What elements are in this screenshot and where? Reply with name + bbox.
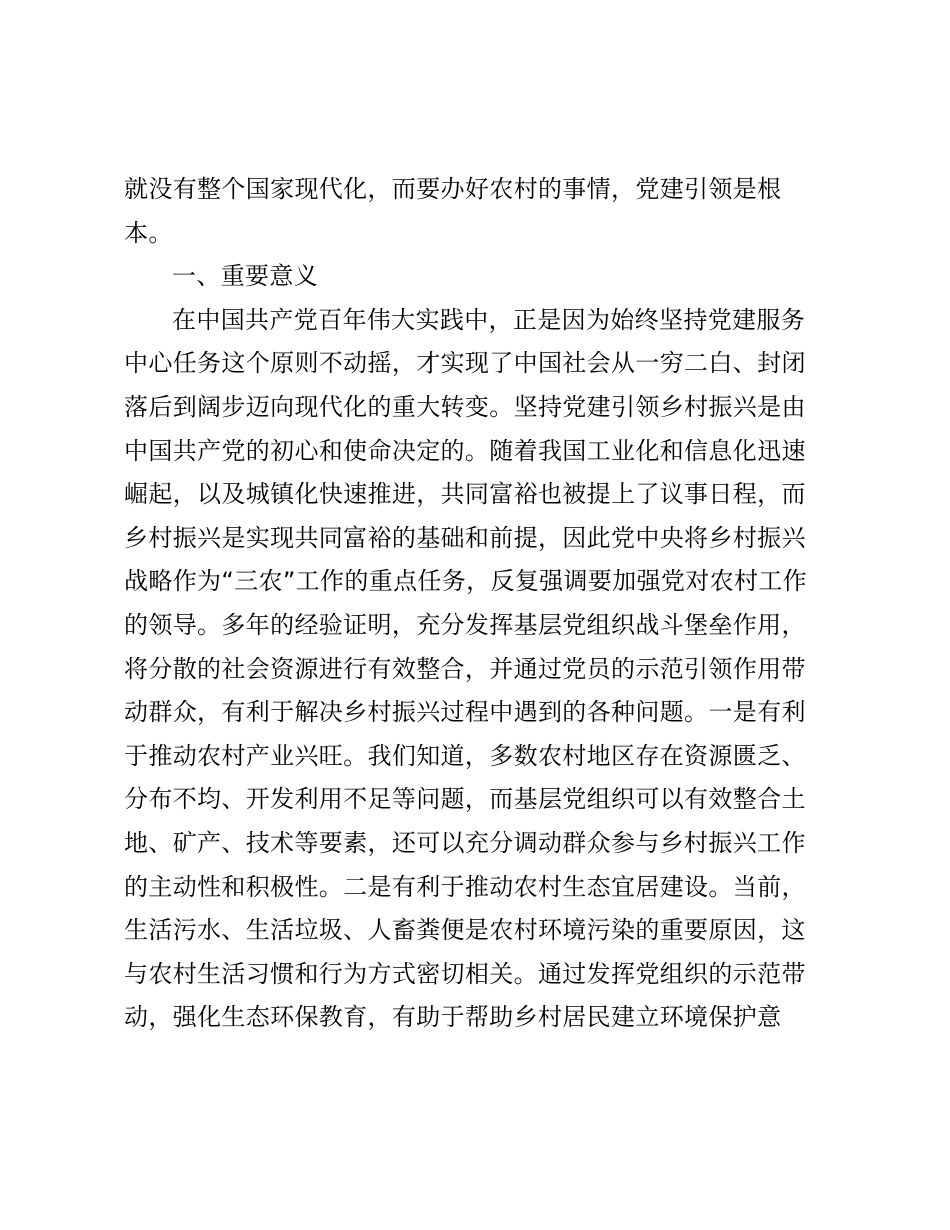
text-line: 于推动农村产业兴旺。我们知道，多数农村地区存在资源匮乏、 (124, 741, 806, 770)
text-line: 地、矿产、技术等要素，还可以充分调动群众参与乡村振兴工作 (124, 828, 806, 857)
body-text (124, 168, 824, 1040)
text-line: 中心任务这个原则不动摇，才实现了中国社会从一穷二白、封闭 (124, 349, 806, 378)
text-line: 落后到阔步迈向现代化的重大转变。坚持党建引领乡村振兴是由 (124, 392, 806, 421)
text-line: 动，强化生态环保教育，有助于帮助乡村居民建立环境保护意 (124, 1003, 782, 1032)
text-line: 将分散的社会资源进行有效整合，并通过党员的示范引领作用带 (124, 654, 806, 683)
text-line: 生活污水、生活垃圾、人畜粪便是农村环境污染的重要原因，这 (124, 916, 806, 945)
text-line: 崛起，以及城镇化快速推进，共同富裕也被提上了议事日程，而 (124, 480, 806, 509)
text-line: 与农村生活习惯和行为方式密切相关。通过发挥党组织的示范带 (124, 959, 806, 988)
text-line: 动群众，有利于解决乡村振兴过程中遇到的各种问题。一是有利 (124, 698, 806, 727)
text-line: 本。 (124, 218, 173, 247)
text-line: 中国共产党的初心和使命决定的。随着我国工业化和信息化迅速 (124, 436, 806, 465)
text-line: 分布不均、开发利用不足等问题，而基层党组织可以有效整合土 (124, 785, 806, 814)
text-line: 的领导。多年的经验证明，充分发挥基层党组织战斗堡垒作用， (124, 610, 806, 639)
section-heading: 一、重要意义 (172, 262, 319, 291)
text-line: 就没有整个国家现代化，而要办好农村的事情，党建引领是根 (124, 175, 782, 203)
text-line: 战略作为“三农”工作的重点任务，反复强调要加强党对农村工作 (124, 567, 808, 596)
text-line: 乡村振兴是实现共同富裕的基础和前提，因此党中央将乡村振兴 (124, 523, 806, 552)
text-line: 的主动性和积极性。二是有利于推动农村生态宜居建设。当前， (124, 872, 806, 901)
text-line: 在中国共产党百年伟大实践中，正是因为始终坚持党建服务 (172, 305, 806, 334)
